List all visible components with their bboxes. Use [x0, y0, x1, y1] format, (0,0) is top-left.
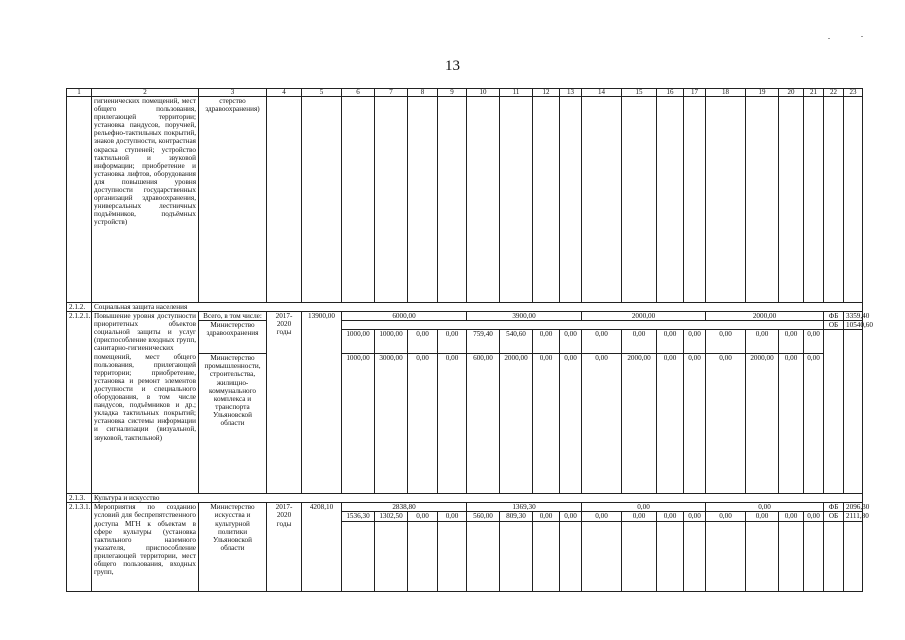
value-cell: 0,00 — [582, 330, 622, 354]
executor-name: Министерство промышленности, строительства, жилищно-коммунального комплекса и транспорта Ульяновской области — [199, 354, 267, 494]
column-number: 14 — [582, 89, 622, 97]
value-cell: 0,00 — [533, 512, 560, 521]
column-number: 1 — [67, 89, 92, 97]
scan-speck — [828, 38, 830, 39]
column-number-row — [67, 89, 863, 97]
group-total: 2838,80 — [342, 503, 467, 512]
value-cell: 0,00 — [622, 330, 657, 354]
value-cell: 0,00 — [804, 354, 824, 494]
item-number: 2.1.2.1. — [67, 312, 92, 494]
value-cell: 0,00 — [684, 354, 706, 494]
item-total: 4208,10 — [302, 503, 342, 591]
cell-empty — [67, 97, 92, 303]
executor-name: Министерство здравоохранения — [199, 321, 267, 354]
value-cell: 600,00 — [467, 354, 500, 494]
value-cell: 0,00 — [438, 330, 467, 354]
column-number: 20 — [779, 89, 804, 97]
value-cell: 2000,00 — [622, 354, 657, 494]
group-total: 2000,00 — [582, 312, 706, 321]
group-total: 3900,00 — [467, 312, 582, 321]
value-cell: 0,00 — [560, 330, 582, 354]
value-cell: 0,00 — [804, 330, 824, 354]
funding-value: 10540,60 — [844, 321, 863, 330]
value-cell: 1000,00 — [342, 330, 375, 354]
column-number: 12 — [533, 89, 560, 97]
value-cell: 1536,30 — [342, 512, 375, 521]
value-cell: 1000,00 — [342, 354, 375, 494]
section-title: Культура и искусство — [92, 494, 863, 503]
value-cell: 0,00 — [408, 354, 438, 494]
column-number: 2 — [92, 89, 199, 97]
value-cell: 0,00 — [408, 330, 438, 354]
value-cell: 0,00 — [408, 512, 438, 521]
value-cell: 0,00 — [684, 330, 706, 354]
column-number: 19 — [746, 89, 779, 97]
column-number: 4 — [267, 89, 302, 97]
section-title: Социальная защита населения — [92, 303, 863, 312]
page-number: 13 — [445, 58, 460, 74]
item-name: Мероприятия по созданию условий для беспрепятственного доступа МГН к объектам в сфере культуры (установка тактильного наземного указателя, приспособление прилегающей территории, мест общего пользования, входных групп, — [92, 503, 199, 591]
column-number: 18 — [706, 89, 746, 97]
column-number: 23 — [844, 89, 863, 97]
value-cell: 0,00 — [533, 330, 560, 354]
value-cell: 0,00 — [746, 330, 779, 354]
value-cell: 759,40 — [467, 330, 500, 354]
funding-label: ФБ — [824, 312, 844, 321]
value-cell: 2000,00 — [746, 354, 779, 494]
value-cell: 540,60 — [500, 330, 533, 354]
funding-label: ФБ — [824, 503, 844, 512]
group-total: 0,00 — [706, 503, 824, 512]
value-cell: 0,00 — [560, 354, 582, 494]
value-cell: 0,00 — [706, 354, 746, 494]
funding-value: 2111,80 — [844, 512, 863, 521]
column-number: 16 — [657, 89, 684, 97]
item-name: Повышение уровня доступности приоритетных объектов социальной защиты и услуг (приспособление входных групп, санитарно-гигиенических помещений, мест общего пользования, прилегающей территории; приобретение, установка и ремонт элементов доступности и специального оборудования, в том числе пандусов, подъёмников и др.; укладка тактильных покрытий; установка системы информации и сигнализации (визуальной, звуковой, тактильной) — [92, 312, 199, 494]
value-cell: 0,00 — [706, 512, 746, 521]
group-total: 6000,00 — [342, 312, 467, 321]
value-cell: 2000,00 — [500, 354, 533, 494]
item-number: 2.1.3.1. — [67, 503, 92, 591]
item-total: 13900,00 — [302, 312, 342, 494]
column-number: 15 — [622, 89, 657, 97]
column-number: 17 — [684, 89, 706, 97]
column-number: 3 — [199, 89, 267, 97]
funding-value: 3359,40 — [844, 312, 863, 321]
item-period: 2017-2020 годы — [267, 503, 302, 591]
value-cell: 560,00 — [467, 512, 500, 521]
item-period: 2017-2020 годы — [267, 312, 302, 494]
value-cell: 809,30 — [500, 512, 533, 521]
section-number: 2.1.3. — [67, 494, 92, 503]
continuation-row — [67, 97, 863, 303]
funding-value: 2096,30 — [844, 503, 863, 512]
value-cell: 0,00 — [582, 354, 622, 494]
value-cell: 0,00 — [684, 512, 706, 521]
column-number: 7 — [375, 89, 408, 97]
column-number: 21 — [804, 89, 824, 97]
value-cell: 0,00 — [657, 330, 684, 354]
document-table — [66, 88, 873, 592]
value-cell: 0,00 — [560, 512, 582, 521]
funding-label: ОБ — [824, 512, 844, 521]
item-row-totals — [67, 312, 863, 321]
executor-name: Министерство искусства и культурной политики Ульяновской области — [199, 503, 267, 591]
column-number: 8 — [408, 89, 438, 97]
funding-label: ОБ — [824, 321, 844, 330]
value-cell: 0,00 — [804, 512, 824, 521]
executor-total-label: Всего, в том числе: — [199, 312, 267, 321]
item-row-totals — [67, 503, 863, 512]
column-number: 9 — [438, 89, 467, 97]
value-cell: 0,00 — [779, 354, 804, 494]
value-cell: 0,00 — [746, 512, 779, 521]
column-number: 11 — [500, 89, 533, 97]
continuation-executor-cell: стерство здравоохранения) — [199, 97, 267, 303]
scan-speck — [861, 36, 863, 37]
value-cell: 1302,50 — [375, 512, 408, 521]
value-cell: 0,00 — [438, 354, 467, 494]
value-cell: 0,00 — [706, 330, 746, 354]
value-cell: 0,00 — [779, 512, 804, 521]
continuation-name-cell: гигиенических помещений, мест общего пользования, прилегающей территории; установка пандусов, поручней, рельефно-тактильных покрытий, знаков доступности, контрастная окраска ступеней; устройство тактильной и звуковой информации; приобретение и установка лифтов, оборудования для повышения уровня доступности государственных организаций здравоохранения, универсальных лестничных подъёмников, подъёмных устройств) — [92, 97, 199, 303]
value-cell: 0,00 — [582, 512, 622, 521]
column-number: 5 — [302, 89, 342, 97]
section-number: 2.1.2. — [67, 303, 92, 312]
column-number: 22 — [824, 89, 844, 97]
value-cell: 3000,00 — [375, 354, 408, 494]
group-total: 2000,00 — [706, 312, 824, 321]
value-cell: 0,00 — [622, 512, 657, 521]
value-cell: 1000,00 — [375, 330, 408, 354]
group-total: 1369,30 — [467, 503, 582, 512]
value-cell: 0,00 — [533, 354, 560, 494]
value-cell: 0,00 — [657, 354, 684, 494]
section-header-row — [67, 303, 863, 312]
column-number: 10 — [467, 89, 500, 97]
value-cell: 0,00 — [438, 512, 467, 521]
group-total: 0,00 — [582, 503, 706, 512]
section-header-row — [67, 494, 863, 503]
column-number: 6 — [342, 89, 375, 97]
value-cell: 0,00 — [657, 512, 684, 521]
value-cell: 0,00 — [779, 330, 804, 354]
column-number: 13 — [560, 89, 582, 97]
